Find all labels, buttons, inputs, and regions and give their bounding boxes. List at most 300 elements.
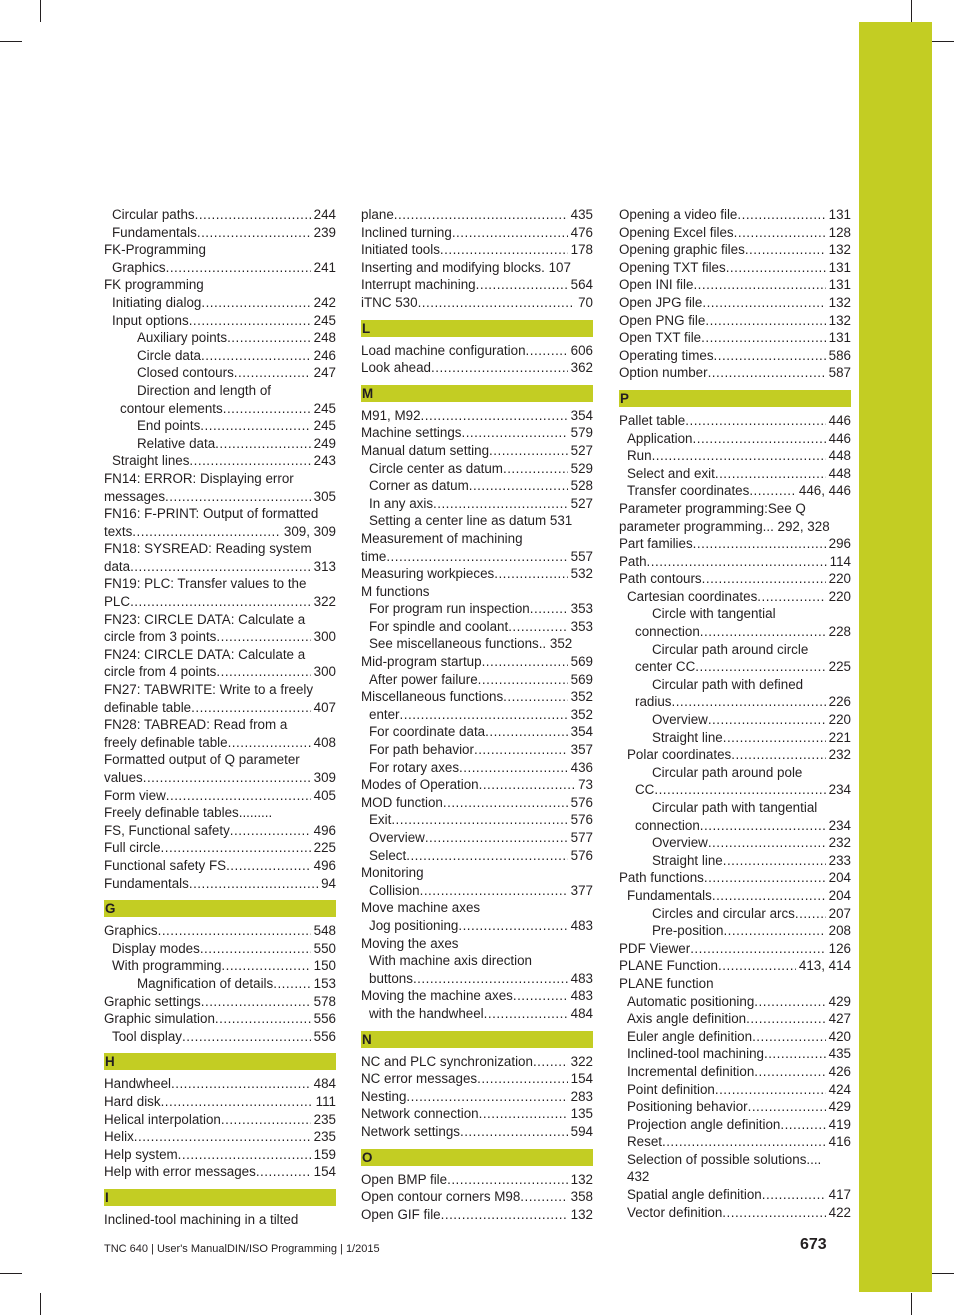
index-entry: FN24: CIRCLE DATA: Calculate a xyxy=(104,646,306,662)
page-reference: 73 xyxy=(578,777,593,793)
index-entry xyxy=(104,1075,336,1093)
index-entry xyxy=(361,460,593,478)
entry-term: Measuring workpieces xyxy=(361,566,495,582)
entry-term: Pallet table xyxy=(619,412,686,428)
index-entry xyxy=(619,993,851,1011)
dot-leader xyxy=(484,1005,568,1023)
entry-term: Straight lines xyxy=(112,453,190,469)
dot-leader xyxy=(494,565,567,583)
index-entry xyxy=(619,729,851,747)
dot-leader xyxy=(394,206,568,224)
page-reference: 576 xyxy=(570,812,593,828)
page-reference: 436 xyxy=(570,759,593,775)
page-reference: 244 xyxy=(313,207,336,222)
index-entry xyxy=(104,940,336,958)
index-entry xyxy=(104,1028,336,1046)
index-entry xyxy=(619,312,851,330)
entry-term: Overview xyxy=(652,835,708,851)
entry-term: In any axis xyxy=(369,495,434,511)
dot-leader xyxy=(458,917,567,935)
entry-term: Interrupt machining xyxy=(361,277,476,293)
index-entry xyxy=(361,1105,593,1123)
entry-term: Fundamentals xyxy=(104,875,189,891)
page-reference: 242 xyxy=(313,294,336,310)
dot-leader xyxy=(485,723,568,741)
page-reference: 235 xyxy=(313,1111,336,1127)
index-entry: 432 xyxy=(627,1169,650,1185)
dot-leader xyxy=(479,776,575,794)
page-reference: 249 xyxy=(313,435,336,451)
index-entry xyxy=(361,653,593,671)
entry-term: Hard disk xyxy=(104,1093,161,1109)
page-reference: 208 xyxy=(828,923,851,939)
dot-leader xyxy=(726,259,826,277)
index-entry: FK-Programming xyxy=(104,242,206,258)
dot-leader xyxy=(182,1028,311,1046)
page-reference: 353 xyxy=(570,618,593,634)
dot-leader xyxy=(652,447,826,465)
entry-term: Jog positioning xyxy=(369,917,459,933)
dot-leader xyxy=(723,922,825,940)
dot-leader xyxy=(749,482,796,500)
entry-term: Reset xyxy=(627,1134,662,1150)
entry-term: Handwheel xyxy=(104,1076,171,1092)
index-entry: FN23: CIRCLE DATA: Calculate a xyxy=(104,611,306,627)
entry-term: Open contour corners M98 xyxy=(361,1189,521,1205)
entry-term: Modes of Operation xyxy=(361,777,479,793)
dot-leader xyxy=(440,241,568,259)
page-reference: 357 xyxy=(570,742,593,758)
dot-leader xyxy=(130,558,311,576)
page-reference: 496 xyxy=(313,822,336,838)
index-entry: Inclined-tool machining in a tilted xyxy=(104,1211,299,1227)
page-reference: 135 xyxy=(570,1106,593,1122)
entry-term: Point definition xyxy=(627,1081,715,1097)
page-reference: 484 xyxy=(570,1005,593,1021)
index-column-3 xyxy=(619,206,851,1221)
index-entry xyxy=(361,477,593,495)
dot-leader xyxy=(704,869,826,887)
index-entry xyxy=(361,882,593,900)
entry-term: Open GIF file xyxy=(361,1206,441,1222)
index-entry xyxy=(619,905,851,923)
dot-leader xyxy=(165,488,311,506)
page-reference: 569 xyxy=(570,671,593,687)
entry-term: Network settings xyxy=(361,1123,460,1139)
dot-leader xyxy=(443,794,568,812)
index-entry: Circular path with defined xyxy=(652,676,804,692)
index-entry: See miscellaneous functions.. 352 xyxy=(369,636,573,652)
page-reference: 94 xyxy=(321,875,336,891)
page-reference: 309, 309 xyxy=(283,523,336,539)
page-reference: 159 xyxy=(313,1146,336,1162)
entry-term: Circle data xyxy=(137,347,202,363)
index-entry xyxy=(619,294,851,312)
index-entry xyxy=(104,452,336,470)
index-entry xyxy=(361,1070,593,1088)
page-reference: 132 xyxy=(828,294,851,310)
entry-term: Euler angle definition xyxy=(627,1028,753,1044)
dot-leader xyxy=(197,224,311,242)
page-reference: 245 xyxy=(313,312,336,328)
dot-leader xyxy=(166,787,311,805)
page-reference: 527 xyxy=(570,442,593,458)
page-reference: 587 xyxy=(828,365,851,381)
entry-term: Graphics xyxy=(104,923,158,939)
page-reference: 532 xyxy=(570,566,593,582)
entry-term: Operating times xyxy=(619,347,714,363)
page-reference: 228 xyxy=(828,624,851,640)
index-entry xyxy=(619,887,851,905)
entry-term: Circles and circular arcs xyxy=(652,905,795,921)
dot-leader xyxy=(757,588,825,606)
page-reference: 420 xyxy=(828,1028,851,1044)
entry-term: For program run inspection xyxy=(369,601,530,617)
dot-leader xyxy=(386,548,567,566)
dot-leader xyxy=(479,1105,568,1123)
index-entry xyxy=(619,922,851,940)
index-entry xyxy=(104,734,336,752)
index-entry: FN16: F-PRINT: Output of formatted xyxy=(104,506,319,522)
entry-term: Select xyxy=(369,847,407,863)
page-reference: 300 xyxy=(313,629,336,645)
index-entry xyxy=(361,495,593,513)
index-entry xyxy=(361,829,593,847)
index-entry xyxy=(361,1171,593,1189)
page-reference: 586 xyxy=(828,347,851,363)
index-entry xyxy=(104,857,336,875)
index-entry xyxy=(619,869,851,887)
index-entry xyxy=(104,206,336,224)
index-entry xyxy=(619,1098,851,1116)
page-reference: 550 xyxy=(313,940,336,956)
entry-term: Circle center as datum xyxy=(369,460,503,476)
dot-leader xyxy=(752,1028,826,1046)
dot-leader xyxy=(431,359,568,377)
page-reference: 496 xyxy=(313,857,336,873)
dot-leader xyxy=(161,839,311,857)
page-reference: 233 xyxy=(828,852,851,868)
entry-term: buttons xyxy=(369,970,413,986)
entry-term: Application xyxy=(627,430,693,446)
page-reference: 417 xyxy=(828,1187,851,1203)
dot-leader xyxy=(482,653,568,671)
index-entry xyxy=(361,1088,593,1106)
dot-leader xyxy=(226,857,311,875)
page-reference: 126 xyxy=(828,940,851,956)
index-entry xyxy=(104,417,336,435)
index-entry xyxy=(619,588,851,606)
entry-term: Manual datum setting xyxy=(361,442,490,458)
dot-leader xyxy=(421,407,568,425)
dot-leader xyxy=(130,593,311,611)
index-entry xyxy=(619,834,851,852)
page-reference: 132 xyxy=(570,1171,593,1187)
index-entry xyxy=(619,364,851,382)
page-reference: 446 xyxy=(828,412,851,428)
page-reference: 448 xyxy=(828,465,851,481)
dot-leader xyxy=(745,241,826,259)
page-reference: 362 xyxy=(570,360,593,376)
dot-leader xyxy=(731,746,825,764)
index-entry: PLANE function xyxy=(619,975,714,991)
entry-term: End points xyxy=(137,418,201,434)
dot-leader xyxy=(693,535,826,553)
entry-term: contour elements xyxy=(120,400,223,416)
entry-term: After power failure xyxy=(369,671,478,687)
index-entry xyxy=(104,787,336,805)
page-reference: 484 xyxy=(313,1076,336,1092)
dot-leader xyxy=(216,628,310,646)
index-column-2 xyxy=(361,206,593,1223)
dot-leader xyxy=(134,1128,311,1146)
index-entry: Parameter programming:See Q xyxy=(619,500,806,516)
page-reference: 234 xyxy=(828,817,851,833)
entry-term: Straight line xyxy=(652,729,723,745)
index-entry xyxy=(104,839,336,857)
page-reference: 225 xyxy=(313,840,336,856)
index-entry xyxy=(104,769,336,787)
index-entry xyxy=(104,329,336,347)
dot-leader xyxy=(161,1093,313,1111)
index-entry xyxy=(619,1186,851,1204)
index-entry xyxy=(619,465,851,483)
page-reference: 352 xyxy=(570,689,593,705)
page-reference: 527 xyxy=(570,495,593,511)
index-entry xyxy=(619,658,851,676)
entry-term: radius xyxy=(635,694,672,710)
index-entry xyxy=(361,276,593,294)
index-entry xyxy=(619,224,851,242)
page-reference: 377 xyxy=(570,882,593,898)
index-entry xyxy=(361,671,593,689)
index-entry xyxy=(361,1053,593,1071)
entry-term: For rotary axes xyxy=(369,759,460,775)
entry-term: Miscellaneous functions xyxy=(361,689,504,705)
entry-term: Full circle xyxy=(104,840,161,856)
page-reference: 427 xyxy=(828,1011,851,1027)
index-entry xyxy=(619,1116,851,1134)
dot-leader xyxy=(228,734,311,752)
index-entry xyxy=(104,488,336,506)
index-entry: FN19: PLC: Transfer values to the xyxy=(104,576,307,592)
index-letter-heading: L xyxy=(361,320,593,337)
entry-term: time xyxy=(361,548,387,564)
index-entry xyxy=(104,1111,336,1129)
page-reference: 150 xyxy=(313,958,336,974)
entry-term: M91, M92 xyxy=(361,407,421,423)
page-reference: 220 xyxy=(828,588,851,604)
index-entry xyxy=(104,699,336,717)
crop-mark xyxy=(932,1273,954,1274)
crop-mark xyxy=(911,0,912,22)
entry-term: texts xyxy=(104,523,133,539)
entry-term: Mid-program startup xyxy=(361,654,482,670)
entry-term: connection xyxy=(635,624,700,640)
entry-term: PDF Viewer xyxy=(619,940,691,956)
entry-term: freely definable table xyxy=(104,734,228,750)
page-reference: 429 xyxy=(828,1099,851,1115)
page-reference: 322 xyxy=(313,594,336,610)
index-entry xyxy=(361,706,593,724)
index-entry: Setting a center line as datum 531 xyxy=(369,513,573,529)
index-entry xyxy=(361,987,593,1005)
dot-leader xyxy=(234,364,311,382)
page-footer: TNC 640 | User's ManualDIN/ISO Programming | 1/2015 xyxy=(104,1243,380,1255)
page-reference: 419 xyxy=(828,1116,851,1132)
page-reference: 313 xyxy=(313,558,336,574)
index-entry xyxy=(619,553,851,571)
dot-leader xyxy=(400,706,568,724)
page-reference: 528 xyxy=(570,478,593,494)
dot-leader xyxy=(201,294,310,312)
page-reference: 556 xyxy=(313,1011,336,1027)
dot-leader xyxy=(764,1045,826,1063)
page-reference: 248 xyxy=(313,330,336,346)
index-entry: Measurement of machining xyxy=(361,530,523,546)
dot-leader xyxy=(762,1186,826,1204)
index-entry xyxy=(361,847,593,865)
page-reference: 429 xyxy=(828,993,851,1009)
page-reference: 225 xyxy=(828,659,851,675)
dot-leader xyxy=(189,452,310,470)
page-reference: 131 xyxy=(828,207,851,222)
entry-term: Closed contours xyxy=(137,365,234,381)
index-entry xyxy=(619,623,851,641)
dot-leader xyxy=(489,442,568,460)
dot-leader xyxy=(171,1075,311,1093)
entry-term: Load machine configuration xyxy=(361,342,526,358)
index-entry xyxy=(361,759,593,777)
entry-term: Moving the machine axes xyxy=(361,988,513,1004)
index-entry xyxy=(104,259,336,277)
page-reference: 446, 446 xyxy=(798,483,851,499)
dot-leader xyxy=(654,781,825,799)
entry-term: Helical interpolation xyxy=(104,1111,221,1127)
entry-term: Vector definition xyxy=(627,1204,723,1220)
index-entry xyxy=(619,482,851,500)
crop-mark xyxy=(932,41,954,42)
entry-term: Display modes xyxy=(112,940,200,956)
dot-leader xyxy=(420,882,568,900)
dot-leader xyxy=(708,834,826,852)
dot-leader xyxy=(708,364,826,382)
page-reference: 234 xyxy=(828,782,851,798)
dot-leader xyxy=(201,993,311,1011)
page-reference: 207 xyxy=(828,905,851,921)
index-entry xyxy=(619,746,851,764)
index-entry xyxy=(104,993,336,1011)
index-entry: Circular path around circle xyxy=(652,641,809,657)
page-reference: 309 xyxy=(313,770,336,785)
entry-term: PLC xyxy=(104,594,131,610)
dot-leader xyxy=(413,970,568,988)
page-reference: 154 xyxy=(570,1071,593,1087)
entry-term: Functional safety FS xyxy=(104,857,227,873)
index-entry: Move machine axes xyxy=(361,900,481,916)
index-entry: Monitoring xyxy=(361,865,424,881)
entry-term: Collision xyxy=(369,882,420,898)
index-entry xyxy=(104,523,336,541)
page-reference: 569 xyxy=(570,654,593,670)
entry-term: circle from 3 points xyxy=(104,629,217,645)
dot-leader xyxy=(477,1070,568,1088)
index-entry: Formatted output of Q parameter xyxy=(104,752,300,768)
entry-term: For path behavior xyxy=(369,742,474,758)
dot-leader xyxy=(702,570,826,588)
dot-leader xyxy=(695,658,825,676)
entry-term: Opening graphic files xyxy=(619,242,745,258)
index-entry xyxy=(619,276,851,294)
page-reference: 300 xyxy=(313,664,336,680)
dot-leader xyxy=(702,294,825,312)
index-entry xyxy=(104,1010,336,1028)
index-entry: Circle with tangential xyxy=(652,606,776,622)
entry-term: Open TXT file xyxy=(619,330,702,346)
page-reference: 232 xyxy=(828,747,851,763)
dot-leader xyxy=(191,699,311,717)
index-entry xyxy=(361,1206,593,1224)
dot-leader xyxy=(216,663,310,681)
index-entry xyxy=(361,565,593,583)
entry-term: Opening Excel files xyxy=(619,224,734,240)
crop-mark xyxy=(911,1293,912,1315)
dot-leader xyxy=(221,957,310,975)
index-entry xyxy=(619,329,851,347)
dot-leader xyxy=(708,711,826,729)
index-entry xyxy=(619,711,851,729)
page-reference: 128 xyxy=(828,224,851,240)
entry-term: Initiated tools xyxy=(361,242,440,258)
index-letter-heading: I xyxy=(104,1189,336,1206)
dot-leader xyxy=(195,206,311,224)
dot-leader xyxy=(712,887,826,905)
index-entry xyxy=(361,407,593,425)
dot-leader xyxy=(391,811,567,829)
entry-term: FS, Functional safety xyxy=(104,822,230,838)
dot-leader xyxy=(714,347,826,365)
index-entry xyxy=(619,447,851,465)
dot-leader xyxy=(223,400,311,418)
page-reference: 579 xyxy=(570,425,593,441)
dot-leader xyxy=(478,671,568,689)
page-reference: 220 xyxy=(828,712,851,728)
index-entry xyxy=(104,593,336,611)
dot-leader xyxy=(441,1206,568,1224)
entry-term: With programming xyxy=(112,958,222,974)
page-reference: 111 xyxy=(315,1093,336,1109)
entry-term: Overview xyxy=(369,830,425,845)
dot-leader xyxy=(693,276,825,294)
dot-leader xyxy=(780,1116,825,1134)
page-reference: 408 xyxy=(313,734,336,750)
entry-term: enter xyxy=(369,706,400,722)
entry-term: Cartesian coordinates xyxy=(627,588,758,604)
index-entry xyxy=(619,206,851,224)
page-reference: 576 xyxy=(570,847,593,863)
entry-term: Inclined-tool machining xyxy=(627,1046,764,1062)
page-reference: 132 xyxy=(570,1206,593,1222)
page-reference: 153 xyxy=(313,975,336,991)
dot-leader xyxy=(200,417,310,435)
index-entry xyxy=(619,1010,851,1028)
index-letter-heading: O xyxy=(361,1149,593,1166)
dot-leader xyxy=(406,1088,567,1106)
entry-term: Path contours xyxy=(619,571,702,587)
page-reference: 483 xyxy=(570,988,593,1004)
index-entry xyxy=(361,1005,593,1023)
index-entry xyxy=(361,241,593,259)
